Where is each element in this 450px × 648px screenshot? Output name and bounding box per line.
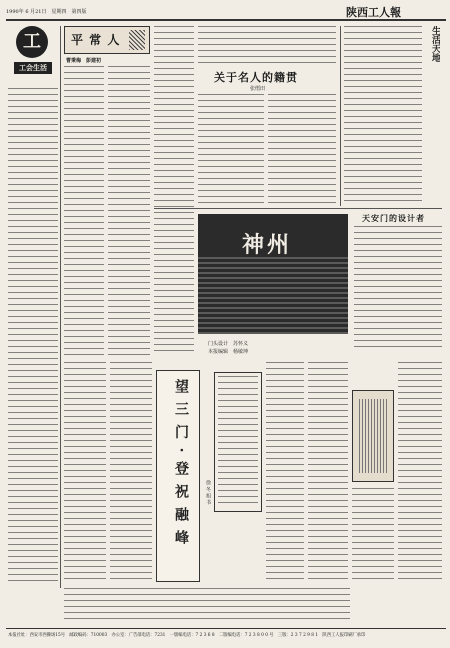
calligraphy-signature: 徐 冬 旭 书 — [205, 480, 211, 505]
right-article-title: 天安门的设计者 — [362, 213, 425, 223]
paper-name: 陕西工人報 — [346, 6, 401, 19]
logo-block — [8, 26, 58, 82]
column-banner-decoration-icon — [129, 30, 145, 50]
right-article-text-bottom — [398, 362, 442, 584]
story-column-3 — [154, 26, 194, 356]
mountain-graphic-icon — [198, 254, 348, 334]
column-banner-title: 平 常 人 — [71, 33, 121, 47]
corner-divider — [340, 26, 341, 206]
image-banner — [198, 214, 348, 334]
feature-text-body-1 — [198, 94, 264, 204]
footer-rule — [6, 628, 446, 629]
column-banner-author: 曹秉梅 彭建初 — [66, 58, 102, 64]
date-line: 1990年 6 月21日 星期四 第四版 — [6, 9, 87, 15]
feature-article-title: 关于名人的籍贯 — [214, 71, 298, 84]
lower-column-1 — [64, 362, 106, 584]
image-banner-caption: 神州 — [242, 232, 293, 258]
corner-title: 生活天地 — [430, 26, 440, 62]
section-rule — [154, 208, 442, 209]
feature-text-body-2 — [268, 94, 336, 204]
photo-icon — [359, 399, 387, 473]
story-column-2 — [108, 66, 150, 356]
logo-emblem-icon — [16, 26, 48, 58]
left-column-divider — [60, 26, 61, 588]
lower-column-2 — [110, 362, 152, 584]
poem-box — [214, 372, 262, 512]
ornament-caption — [352, 488, 394, 584]
story-column-1 — [64, 66, 104, 356]
footer-address: 本报社址：西安市西操场15号 邮政编码：710003 办公室：广告部电话：7231 一版编电话：7 2 3 6 8 二版编电话：7 2 3 8 0 0 号 三版：2 3 7 2 9 8 1 陕西工人报印刷厂承印 — [8, 633, 366, 638]
middle-right-column-2 — [308, 362, 348, 584]
left-column-text — [8, 88, 58, 584]
image-credit-left: 门头设计 苏怀义 — [208, 341, 249, 347]
middle-right-column-1 — [266, 362, 304, 584]
logo-subtitle: 工会生活 — [14, 62, 52, 74]
corner-text — [344, 26, 422, 206]
ornament-frame — [352, 390, 394, 482]
column-banner — [64, 26, 150, 54]
masthead — [6, 4, 446, 18]
masthead-rule — [6, 19, 446, 21]
feature-article-author: 张缙田 — [250, 86, 266, 92]
feature-text-top — [198, 26, 336, 64]
logo-title: 工 — [23, 31, 41, 52]
calligraphy-main: 望 三 门 · 登 祝 融 峰 — [173, 379, 189, 546]
calligraphy-box — [156, 370, 200, 582]
right-article-text-top — [354, 226, 442, 352]
bottom-summary — [64, 588, 350, 620]
image-credit-right: 本报编辑 杨敏坤 — [208, 349, 249, 355]
